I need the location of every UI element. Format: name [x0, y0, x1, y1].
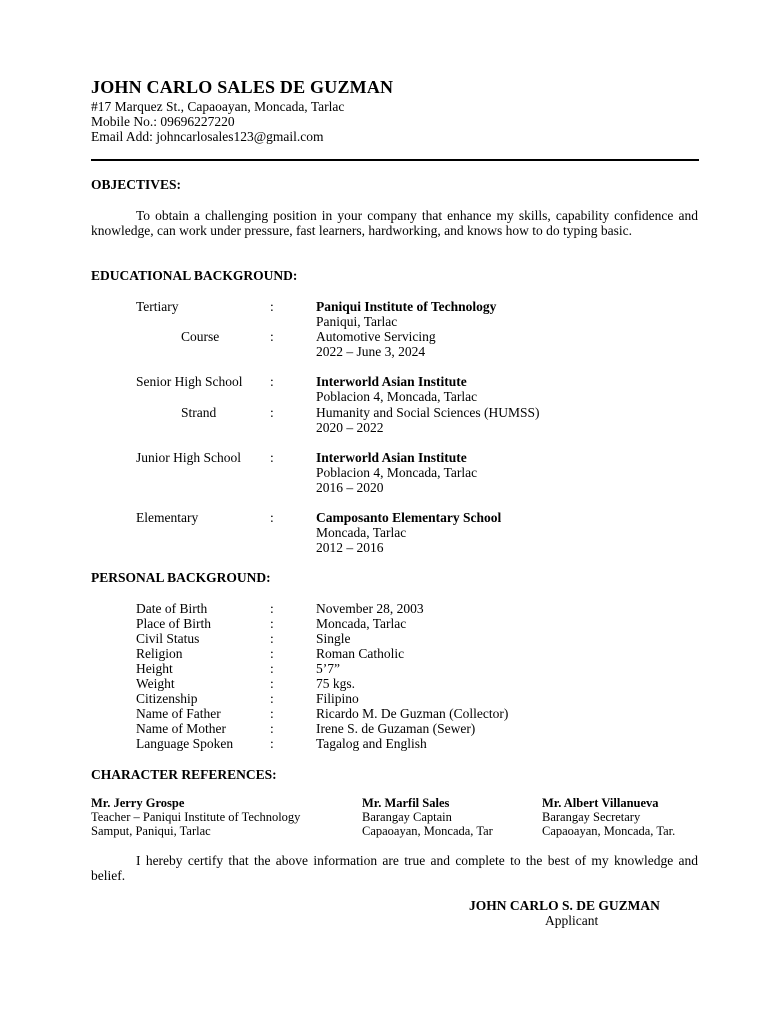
colon: :	[270, 405, 274, 420]
course-value: Automotive Servicing	[316, 329, 436, 344]
tertiary-school: Paniqui Institute of Technology	[316, 299, 497, 314]
reference-name: Mr. Marfil Sales	[362, 796, 450, 810]
tertiary-location: Paniqui, Tarlac	[316, 314, 398, 329]
personal-value: Filipino	[316, 691, 359, 706]
colon: :	[270, 374, 274, 389]
senior-high-label: Senior High School	[136, 374, 243, 389]
senior-high-years: 2020 – 2022	[316, 420, 384, 435]
header-divider	[91, 159, 699, 161]
junior-high-years: 2016 – 2020	[316, 480, 384, 495]
personal-label: Place of Birth	[136, 616, 211, 631]
mobile-number: Mobile No.: 09696227220	[91, 114, 235, 129]
email-address: Email Add: johncarlosales123@gmail.com	[91, 129, 324, 144]
course-label: Course	[181, 329, 220, 344]
personal-label: Citizenship	[136, 691, 198, 706]
junior-high-label: Junior High School	[136, 450, 242, 465]
colon: :	[270, 510, 274, 525]
address: #17 Marquez St., Capaoayan, Moncada, Tarlac	[91, 99, 345, 114]
colon: :	[270, 646, 274, 661]
elementary-label: Elementary	[136, 510, 199, 525]
signature-title: Applicant	[545, 913, 599, 928]
applicant-name: JOHN CARLO SALES DE GUZMAN	[91, 77, 394, 97]
personal-label: Religion	[136, 646, 183, 661]
personal-heading: PERSONAL BACKGROUND:	[91, 570, 271, 585]
reference-position: Barangay Captain	[362, 810, 452, 824]
reference-name: Mr. Albert Villanueva	[542, 796, 659, 810]
reference-position: Barangay Secretary	[542, 810, 641, 824]
personal-value: Moncada, Tarlac	[316, 616, 407, 631]
junior-high-school: Interworld Asian Institute	[316, 450, 467, 465]
reference-address: Capaoayan, Moncada, Tar	[362, 824, 493, 838]
colon: :	[270, 601, 274, 616]
colon: :	[270, 329, 274, 344]
colon: :	[270, 691, 274, 706]
tertiary-years: 2022 – June 3, 2024	[316, 344, 426, 359]
personal-label: Language Spoken	[136, 736, 234, 751]
colon: :	[270, 450, 274, 465]
colon: :	[270, 706, 274, 721]
colon: :	[270, 676, 274, 691]
personal-value: November 28, 2003	[316, 601, 424, 616]
elementary-school: Camposanto Elementary School	[316, 510, 502, 525]
colon: :	[270, 616, 274, 631]
personal-value: Single	[316, 631, 351, 646]
personal-value: Irene S. de Guzaman (Sewer)	[316, 721, 476, 736]
colon: :	[270, 299, 274, 314]
personal-label: Date of Birth	[136, 601, 208, 616]
personal-value: Ricardo M. De Guzman (Collector)	[316, 706, 509, 721]
elementary-years: 2012 – 2016	[316, 540, 384, 555]
reference-address: Capaoayan, Moncada, Tar.	[542, 824, 676, 838]
personal-label: Name of Father	[136, 706, 221, 721]
colon: :	[270, 661, 274, 676]
personal-label: Height	[136, 661, 173, 676]
references-heading: CHARACTER REFERENCES:	[91, 767, 277, 782]
reference-address: Samput, Paniqui, Tarlac	[91, 824, 211, 838]
education-heading: EDUCATIONAL BACKGROUND:	[91, 268, 298, 283]
personal-value: 75 kgs.	[316, 676, 356, 691]
colon: :	[270, 631, 274, 646]
signature-name: JOHN CARLO S. DE GUZMAN	[469, 898, 660, 913]
tertiary-label: Tertiary	[136, 299, 179, 314]
reference-position: Teacher – Paniqui Institute of Technology	[91, 810, 301, 824]
personal-label: Civil Status	[136, 631, 200, 646]
objectives-heading: OBJECTIVES:	[91, 177, 182, 192]
personal-value: 5’7”	[316, 661, 340, 676]
personal-label: Weight	[136, 676, 175, 691]
strand-label: Strand	[181, 405, 217, 420]
personal-label: Name of Mother	[136, 721, 226, 736]
junior-high-location: Poblacion 4, Moncada, Tarlac	[316, 465, 478, 480]
reference-name: Mr. Jerry Grospe	[91, 796, 185, 810]
senior-high-school: Interworld Asian Institute	[316, 374, 467, 389]
personal-value: Roman Catholic	[316, 646, 405, 661]
senior-high-location: Poblacion 4, Moncada, Tarlac	[316, 389, 478, 404]
certification-text: I hereby certify that the above information are true and complete to the best of my knowledge and belief.	[91, 853, 698, 883]
elementary-location: Moncada, Tarlac	[316, 525, 407, 540]
objectives-text: To obtain a challenging position in your company that enhance my skills, capability confidence and knowledge, can work under pressure, fast learners, hardworking, and knows how to do typing basic.	[91, 208, 698, 238]
personal-value: Tagalog and English	[316, 736, 427, 751]
colon: :	[270, 736, 274, 751]
strand-value: Humanity and Social Sciences (HUMSS)	[316, 405, 540, 420]
colon: :	[270, 721, 274, 736]
